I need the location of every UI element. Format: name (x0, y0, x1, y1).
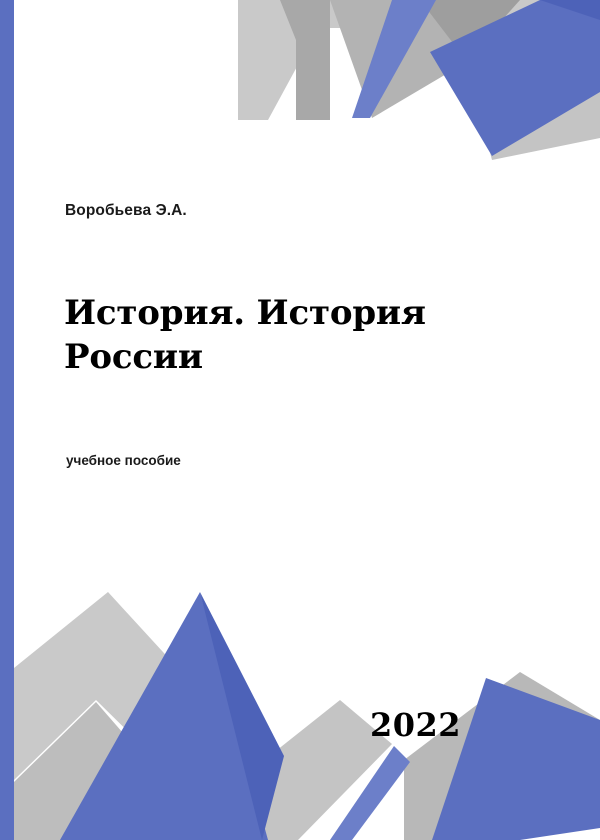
book-title: История. История России (64, 293, 426, 377)
author-name: Воробьева Э.А. (65, 202, 187, 219)
book-subtitle: учебное пособие (66, 453, 181, 468)
publication-year: 2022 (370, 706, 462, 744)
